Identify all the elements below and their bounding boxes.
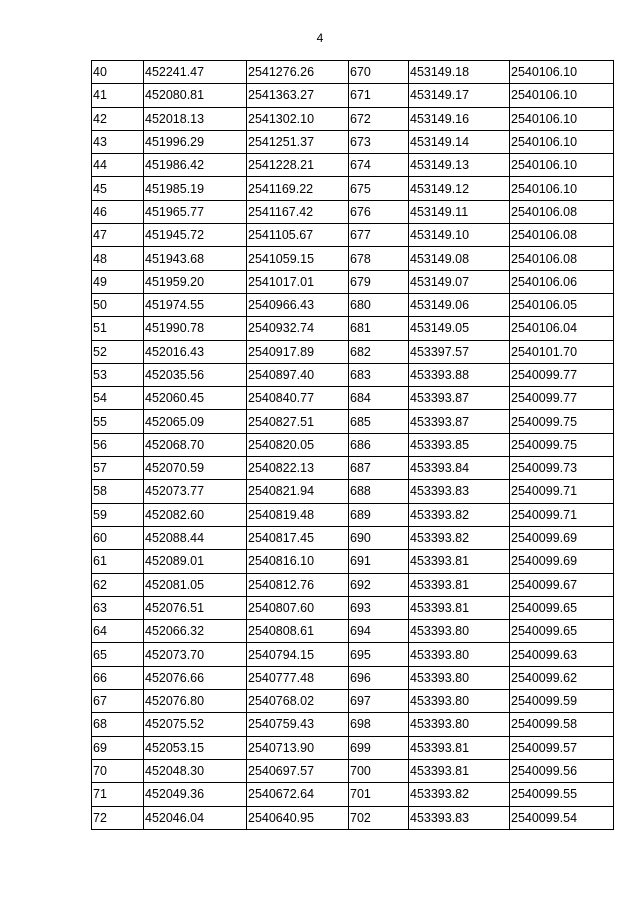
x-coordinate-right-cell: 453149.11: [409, 200, 510, 223]
x-coordinate-right-cell: 453149.13: [409, 154, 510, 177]
y-coordinate-left-cell: 2540812.76: [247, 573, 349, 596]
x-coordinate-left-cell: 452053.15: [144, 736, 247, 759]
x-coordinate-right-cell: 453393.82: [409, 783, 510, 806]
table-row: [92, 713, 614, 736]
y-coordinate-left-cell: 2540932.74: [247, 317, 349, 340]
point-number-left-cell: 47: [92, 224, 144, 247]
y-coordinate-left-cell: 2541059.15: [247, 247, 349, 270]
x-coordinate-left-cell: 452073.70: [144, 643, 247, 666]
y-coordinate-right-cell: 2540106.10: [510, 84, 614, 107]
x-coordinate-left-cell: 452016.43: [144, 340, 247, 363]
point-number-right-cell: 702: [349, 806, 409, 829]
table-row: [92, 690, 614, 713]
table-row: [92, 107, 614, 130]
x-coordinate-left-cell: 452065.09: [144, 410, 247, 433]
y-coordinate-left-cell: 2540807.60: [247, 596, 349, 619]
point-number-right-cell: 671: [349, 84, 409, 107]
point-number-right-cell: 700: [349, 759, 409, 782]
table-row: [92, 270, 614, 293]
table-row: [92, 806, 614, 829]
x-coordinate-right-cell: 453393.87: [409, 410, 510, 433]
y-coordinate-left-cell: 2540768.02: [247, 690, 349, 713]
x-coordinate-left-cell: 452046.04: [144, 806, 247, 829]
y-coordinate-right-cell: 2540099.63: [510, 643, 614, 666]
point-number-left-cell: 71: [92, 783, 144, 806]
x-coordinate-right-cell: 453149.06: [409, 293, 510, 316]
x-coordinate-left-cell: 452241.47: [144, 61, 247, 84]
x-coordinate-right-cell: 453393.81: [409, 736, 510, 759]
x-coordinate-left-cell: 451945.72: [144, 224, 247, 247]
point-number-left-cell: 61: [92, 550, 144, 573]
point-number-right-cell: 673: [349, 130, 409, 153]
point-number-right-cell: 675: [349, 177, 409, 200]
y-coordinate-right-cell: 2540099.71: [510, 503, 614, 526]
y-coordinate-right-cell: 2540099.71: [510, 480, 614, 503]
y-coordinate-left-cell: 2540821.94: [247, 480, 349, 503]
y-coordinate-left-cell: 2541167.42: [247, 200, 349, 223]
y-coordinate-left-cell: 2540840.77: [247, 387, 349, 410]
y-coordinate-right-cell: 2540101.70: [510, 340, 614, 363]
point-number-right-cell: 694: [349, 620, 409, 643]
y-coordinate-right-cell: 2540099.73: [510, 457, 614, 480]
table-row: [92, 340, 614, 363]
point-number-right-cell: 689: [349, 503, 409, 526]
y-coordinate-right-cell: 2540099.77: [510, 363, 614, 386]
x-coordinate-left-cell: 451959.20: [144, 270, 247, 293]
y-coordinate-left-cell: 2541276.26: [247, 61, 349, 84]
point-number-right-cell: 698: [349, 713, 409, 736]
point-number-right-cell: 688: [349, 480, 409, 503]
table-row: [92, 247, 614, 270]
table-row: [92, 759, 614, 782]
x-coordinate-right-cell: 453149.10: [409, 224, 510, 247]
point-number-left-cell: 63: [92, 596, 144, 619]
y-coordinate-left-cell: 2540917.89: [247, 340, 349, 363]
x-coordinate-right-cell: 453393.81: [409, 550, 510, 573]
point-number-left-cell: 51: [92, 317, 144, 340]
point-number-right-cell: 691: [349, 550, 409, 573]
point-number-right-cell: 680: [349, 293, 409, 316]
point-number-left-cell: 57: [92, 457, 144, 480]
point-number-right-cell: 674: [349, 154, 409, 177]
y-coordinate-left-cell: 2540794.15: [247, 643, 349, 666]
table-row: [92, 293, 614, 316]
y-coordinate-left-cell: 2540697.57: [247, 759, 349, 782]
point-number-right-cell: 676: [349, 200, 409, 223]
x-coordinate-right-cell: 453393.81: [409, 573, 510, 596]
x-coordinate-left-cell: 451943.68: [144, 247, 247, 270]
point-number-left-cell: 65: [92, 643, 144, 666]
x-coordinate-left-cell: 451990.78: [144, 317, 247, 340]
x-coordinate-left-cell: 452018.13: [144, 107, 247, 130]
y-coordinate-left-cell: 2540777.48: [247, 666, 349, 689]
x-coordinate-right-cell: 453393.83: [409, 806, 510, 829]
point-number-left-cell: 68: [92, 713, 144, 736]
table-row: [92, 620, 614, 643]
table-row: [92, 433, 614, 456]
y-coordinate-right-cell: 2540106.10: [510, 107, 614, 130]
table-row: [92, 200, 614, 223]
x-coordinate-left-cell: 452073.77: [144, 480, 247, 503]
y-coordinate-left-cell: 2540822.13: [247, 457, 349, 480]
table-row: [92, 736, 614, 759]
table-row: [92, 596, 614, 619]
y-coordinate-right-cell: 2540106.10: [510, 154, 614, 177]
y-coordinate-left-cell: 2541169.22: [247, 177, 349, 200]
x-coordinate-right-cell: 453393.82: [409, 503, 510, 526]
x-coordinate-right-cell: 453149.12: [409, 177, 510, 200]
x-coordinate-left-cell: 452070.59: [144, 457, 247, 480]
y-coordinate-right-cell: 2540099.69: [510, 550, 614, 573]
x-coordinate-left-cell: 452081.05: [144, 573, 247, 596]
x-coordinate-right-cell: 453149.18: [409, 61, 510, 84]
point-number-left-cell: 62: [92, 573, 144, 596]
table-row: [92, 457, 614, 480]
y-coordinate-right-cell: 2540099.65: [510, 620, 614, 643]
x-coordinate-right-cell: 453393.84: [409, 457, 510, 480]
y-coordinate-right-cell: 2540106.08: [510, 200, 614, 223]
x-coordinate-right-cell: 453393.80: [409, 713, 510, 736]
table-row: [92, 643, 614, 666]
point-number-right-cell: 681: [349, 317, 409, 340]
x-coordinate-right-cell: 453393.80: [409, 643, 510, 666]
table-row: [92, 177, 614, 200]
point-number-left-cell: 46: [92, 200, 144, 223]
point-number-right-cell: 679: [349, 270, 409, 293]
table-row: [92, 387, 614, 410]
x-coordinate-right-cell: 453393.80: [409, 666, 510, 689]
x-coordinate-left-cell: 452080.81: [144, 84, 247, 107]
y-coordinate-right-cell: 2540099.59: [510, 690, 614, 713]
y-coordinate-right-cell: 2540106.10: [510, 177, 614, 200]
y-coordinate-right-cell: 2540106.06: [510, 270, 614, 293]
table-row: [92, 154, 614, 177]
y-coordinate-right-cell: 2540099.55: [510, 783, 614, 806]
point-number-left-cell: 66: [92, 666, 144, 689]
point-number-right-cell: 696: [349, 666, 409, 689]
x-coordinate-right-cell: 453397.57: [409, 340, 510, 363]
coordinates-table-body: [92, 61, 614, 830]
x-coordinate-left-cell: 452076.80: [144, 690, 247, 713]
x-coordinate-right-cell: 453393.81: [409, 596, 510, 619]
y-coordinate-left-cell: 2541302.10: [247, 107, 349, 130]
x-coordinate-right-cell: 453149.17: [409, 84, 510, 107]
point-number-left-cell: 69: [92, 736, 144, 759]
point-number-right-cell: 670: [349, 61, 409, 84]
y-coordinate-right-cell: 2540099.77: [510, 387, 614, 410]
point-number-right-cell: 685: [349, 410, 409, 433]
y-coordinate-left-cell: 2540817.45: [247, 526, 349, 549]
y-coordinate-right-cell: 2540099.57: [510, 736, 614, 759]
point-number-right-cell: 697: [349, 690, 409, 713]
y-coordinate-left-cell: 2540897.40: [247, 363, 349, 386]
x-coordinate-right-cell: 453393.80: [409, 620, 510, 643]
table-row: [92, 317, 614, 340]
y-coordinate-right-cell: 2540099.62: [510, 666, 614, 689]
page-number: 4: [316, 31, 324, 45]
y-coordinate-left-cell: 2540640.95: [247, 806, 349, 829]
x-coordinate-right-cell: 453393.82: [409, 526, 510, 549]
x-coordinate-left-cell: 452082.60: [144, 503, 247, 526]
y-coordinate-right-cell: 2540099.54: [510, 806, 614, 829]
table-row: [92, 224, 614, 247]
x-coordinate-right-cell: 453393.80: [409, 690, 510, 713]
point-number-right-cell: 683: [349, 363, 409, 386]
coordinates-table: [91, 60, 614, 830]
point-number-right-cell: 690: [349, 526, 409, 549]
point-number-left-cell: 59: [92, 503, 144, 526]
point-number-left-cell: 56: [92, 433, 144, 456]
x-coordinate-left-cell: 451996.29: [144, 130, 247, 153]
point-number-right-cell: 684: [349, 387, 409, 410]
x-coordinate-left-cell: 452066.32: [144, 620, 247, 643]
x-coordinate-right-cell: 453393.81: [409, 759, 510, 782]
y-coordinate-left-cell: 2540820.05: [247, 433, 349, 456]
x-coordinate-right-cell: 453149.05: [409, 317, 510, 340]
table-row: [92, 480, 614, 503]
point-number-right-cell: 699: [349, 736, 409, 759]
y-coordinate-left-cell: 2540713.90: [247, 736, 349, 759]
y-coordinate-left-cell: 2540816.10: [247, 550, 349, 573]
x-coordinate-left-cell: 452076.66: [144, 666, 247, 689]
point-number-left-cell: 64: [92, 620, 144, 643]
y-coordinate-left-cell: 2541251.37: [247, 130, 349, 153]
point-number-right-cell: 693: [349, 596, 409, 619]
y-coordinate-left-cell: 2540759.43: [247, 713, 349, 736]
y-coordinate-left-cell: 2540808.61: [247, 620, 349, 643]
point-number-left-cell: 52: [92, 340, 144, 363]
x-coordinate-right-cell: 453149.08: [409, 247, 510, 270]
point-number-left-cell: 58: [92, 480, 144, 503]
x-coordinate-left-cell: 452089.01: [144, 550, 247, 573]
table-row: [92, 783, 614, 806]
point-number-left-cell: 60: [92, 526, 144, 549]
x-coordinate-right-cell: 453393.85: [409, 433, 510, 456]
x-coordinate-right-cell: 453149.16: [409, 107, 510, 130]
point-number-right-cell: 686: [349, 433, 409, 456]
point-number-left-cell: 54: [92, 387, 144, 410]
x-coordinate-right-cell: 453149.14: [409, 130, 510, 153]
point-number-right-cell: 672: [349, 107, 409, 130]
point-number-left-cell: 49: [92, 270, 144, 293]
y-coordinate-left-cell: 2541228.21: [247, 154, 349, 177]
y-coordinate-right-cell: 2540106.10: [510, 61, 614, 84]
point-number-right-cell: 682: [349, 340, 409, 363]
table-row: [92, 61, 614, 84]
y-coordinate-right-cell: 2540099.69: [510, 526, 614, 549]
point-number-left-cell: 43: [92, 130, 144, 153]
point-number-right-cell: 692: [349, 573, 409, 596]
y-coordinate-right-cell: 2540106.08: [510, 224, 614, 247]
x-coordinate-left-cell: 452088.44: [144, 526, 247, 549]
x-coordinate-right-cell: 453393.87: [409, 387, 510, 410]
point-number-left-cell: 55: [92, 410, 144, 433]
y-coordinate-right-cell: 2540099.58: [510, 713, 614, 736]
x-coordinate-left-cell: 451974.55: [144, 293, 247, 316]
y-coordinate-left-cell: 2540672.64: [247, 783, 349, 806]
x-coordinate-right-cell: 453149.07: [409, 270, 510, 293]
point-number-right-cell: 687: [349, 457, 409, 480]
table-row: [92, 503, 614, 526]
y-coordinate-right-cell: 2540099.65: [510, 596, 614, 619]
table-row: [92, 573, 614, 596]
x-coordinate-left-cell: 452048.30: [144, 759, 247, 782]
y-coordinate-right-cell: 2540106.04: [510, 317, 614, 340]
y-coordinate-left-cell: 2541363.27: [247, 84, 349, 107]
point-number-right-cell: 701: [349, 783, 409, 806]
point-number-left-cell: 42: [92, 107, 144, 130]
x-coordinate-left-cell: 451986.42: [144, 154, 247, 177]
point-number-left-cell: 67: [92, 690, 144, 713]
y-coordinate-right-cell: 2540106.05: [510, 293, 614, 316]
x-coordinate-right-cell: 453393.88: [409, 363, 510, 386]
point-number-right-cell: 695: [349, 643, 409, 666]
y-coordinate-right-cell: 2540106.08: [510, 247, 614, 270]
point-number-right-cell: 677: [349, 224, 409, 247]
y-coordinate-right-cell: 2540099.75: [510, 410, 614, 433]
y-coordinate-right-cell: 2540099.67: [510, 573, 614, 596]
y-coordinate-left-cell: 2540966.43: [247, 293, 349, 316]
table-row: [92, 550, 614, 573]
y-coordinate-left-cell: 2541017.01: [247, 270, 349, 293]
x-coordinate-left-cell: 452076.51: [144, 596, 247, 619]
y-coordinate-right-cell: 2540099.75: [510, 433, 614, 456]
table-row: [92, 130, 614, 153]
y-coordinate-right-cell: 2540106.10: [510, 130, 614, 153]
x-coordinate-left-cell: 452049.36: [144, 783, 247, 806]
y-coordinate-left-cell: 2540819.48: [247, 503, 349, 526]
point-number-left-cell: 72: [92, 806, 144, 829]
point-number-left-cell: 41: [92, 84, 144, 107]
point-number-right-cell: 678: [349, 247, 409, 270]
table-row: [92, 526, 614, 549]
y-coordinate-left-cell: 2540827.51: [247, 410, 349, 433]
y-coordinate-left-cell: 2541105.67: [247, 224, 349, 247]
y-coordinate-right-cell: 2540099.56: [510, 759, 614, 782]
x-coordinate-left-cell: 452075.52: [144, 713, 247, 736]
point-number-left-cell: 48: [92, 247, 144, 270]
table-row: [92, 666, 614, 689]
x-coordinate-left-cell: 451965.77: [144, 200, 247, 223]
point-number-left-cell: 70: [92, 759, 144, 782]
x-coordinate-right-cell: 453393.83: [409, 480, 510, 503]
point-number-left-cell: 50: [92, 293, 144, 316]
x-coordinate-left-cell: 452060.45: [144, 387, 247, 410]
point-number-left-cell: 45: [92, 177, 144, 200]
table-row: [92, 363, 614, 386]
table-row: [92, 84, 614, 107]
table-row: [92, 410, 614, 433]
x-coordinate-left-cell: 452068.70: [144, 433, 247, 456]
point-number-left-cell: 53: [92, 363, 144, 386]
point-number-left-cell: 40: [92, 61, 144, 84]
point-number-left-cell: 44: [92, 154, 144, 177]
x-coordinate-left-cell: 451985.19: [144, 177, 247, 200]
x-coordinate-left-cell: 452035.56: [144, 363, 247, 386]
